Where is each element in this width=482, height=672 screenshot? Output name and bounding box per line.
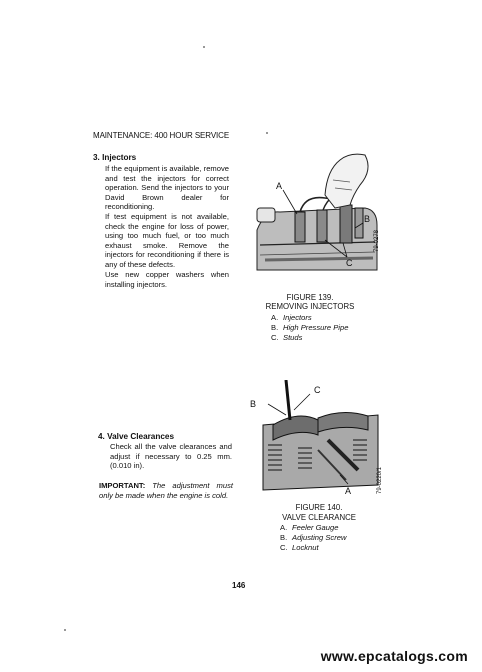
figure-140-illustration [258,380,383,492]
legend-item: B. Adjusting Screw [280,533,347,542]
fig140-caption-line2: VALVE CLEARANCE [282,513,356,522]
important-text: The adjustment must only be made when the engine is cold. [99,481,233,500]
fig139-label-b: B [364,214,371,224]
injectors-para-2: If test equipment is not available, check the engine for loss of power, using too much fuel, or too much exhaust smoke. Remove the injectors for reconditioning if there is any of these defects. [105,212,229,269]
injectors-para-3: Use new copper washers when installing injectors. [105,270,229,289]
legend-item: A. Feeler Gauge [280,523,339,532]
fig139-label-a: A [276,181,283,191]
important-note [99,481,233,500]
fig140-label-b: B [250,399,257,409]
fig139-legend [271,313,348,343]
fig140-code: 79-0220/1 [377,466,383,494]
injectors-para-1: If the equipment is available, remove and test the injectors for correct operation. Send the injectors to your David Brown dealer for reconditioning. [105,164,229,212]
scan-speck [266,132,268,134]
watermark-url: www.epcatalogs.com [320,648,468,664]
fig140-caption-line1: FIGURE 140. [295,503,343,512]
scan-speck [64,629,66,631]
fig139-caption-line1: FIGURE 139. [286,293,334,302]
valve-clearances-para: Check all the valve clearances and adjust if necessary to 0.25 mm. (0.010 in). [110,442,232,471]
fig140-label-a: A [345,486,352,496]
legend-item: A. Injectors [271,313,312,322]
fig139-code: 79-0278 [374,229,380,252]
page-number: 146 [232,581,246,590]
section-title-valve-clearances: 4. Valve Clearances [98,432,175,441]
legend-item: C. Locknut [280,543,319,552]
scan-speck [203,46,205,48]
fig139-label-c: C [346,258,353,268]
fig139-caption-line2: REMOVING INJECTORS [265,302,355,311]
figure-139-illustration [255,150,380,285]
important-label: IMPORTANT: [99,481,146,490]
legend-item: B. High Pressure Pipe [271,323,349,332]
fig140-legend [280,523,346,553]
fig140-label-c: C [314,385,321,395]
section-title-injectors: 3. Injectors [93,153,137,162]
page-header: MAINTENANCE: 400 HOUR SERVICE [93,131,230,140]
legend-item: C. Studs [271,333,303,342]
